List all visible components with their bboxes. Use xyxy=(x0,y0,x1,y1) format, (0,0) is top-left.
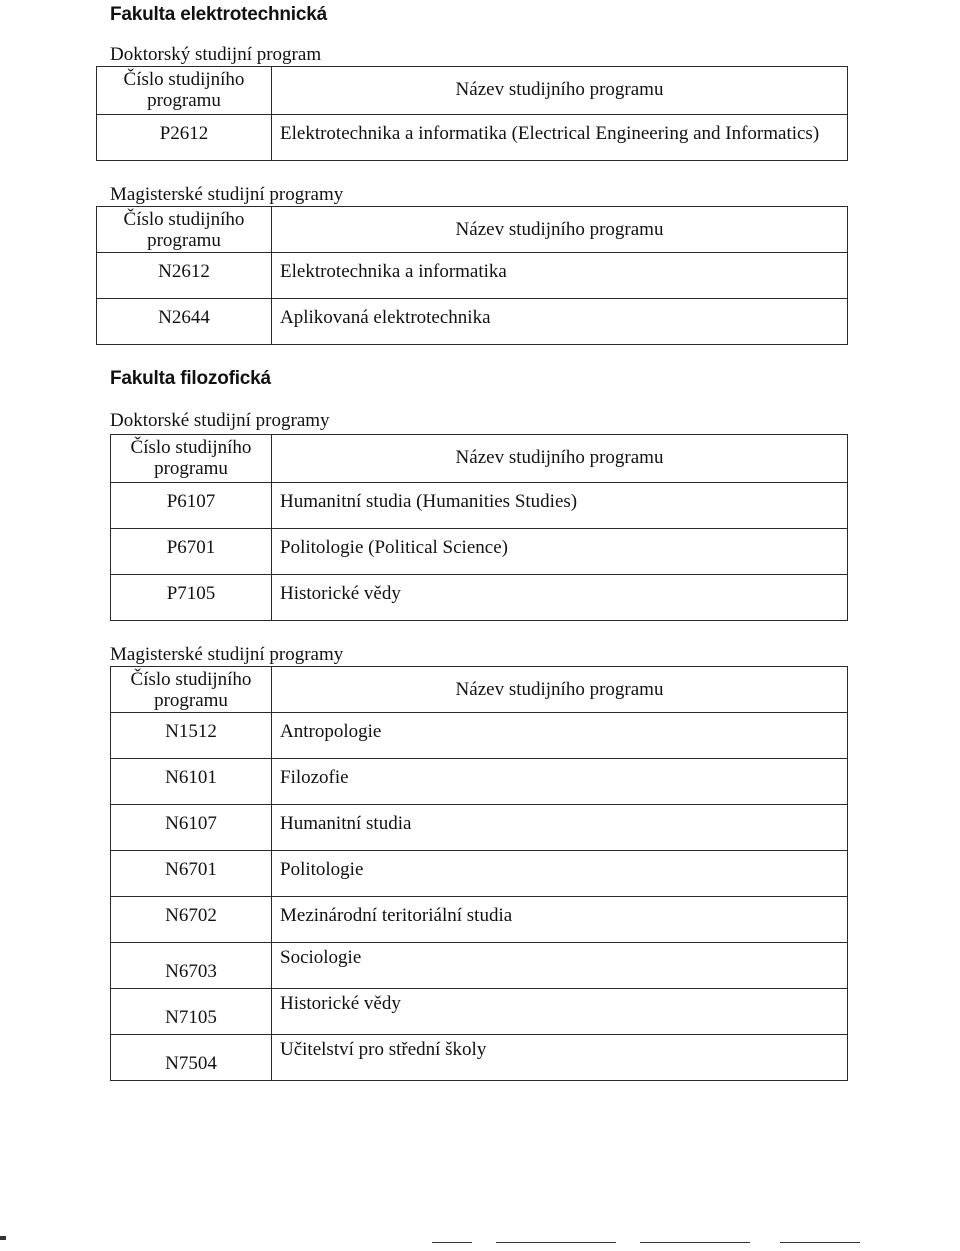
header-name-cell xyxy=(272,67,848,115)
section-title: Magisterské studijní programy xyxy=(110,184,344,205)
header-name: Název studijního programu xyxy=(455,447,664,468)
program-code: N7105 xyxy=(111,989,272,1035)
section-title: Doktorské studijní programy xyxy=(110,410,330,431)
header-name-cell xyxy=(272,435,848,483)
program-name: Elektrotechnika a informatika (Electrical Engineering and Informatics) xyxy=(272,115,848,161)
program-table xyxy=(96,206,848,345)
header-name: Název studijního programu xyxy=(455,679,664,700)
header-name-cell xyxy=(272,667,848,713)
program-name: Humanitní studia (Humanities Studies) xyxy=(272,483,848,529)
header-code-cell xyxy=(111,667,272,713)
program-name: Aplikovaná elektrotechnika xyxy=(272,299,848,345)
scan-mark xyxy=(496,1242,616,1243)
program-code: P7105 xyxy=(111,575,272,621)
header-code-cell xyxy=(111,435,272,483)
program-code: N2612 xyxy=(97,253,272,299)
faculty-title: Fakulta elektrotechnická xyxy=(110,4,327,25)
program-name: Historické vědy xyxy=(272,575,848,621)
scan-mark xyxy=(0,1236,6,1240)
program-name: Učitelství pro střední školy xyxy=(272,1035,848,1081)
program-table xyxy=(110,666,848,1081)
program-code: N6703 xyxy=(111,943,272,989)
header-code-cell xyxy=(97,67,272,115)
header-code: Číslo studijního programu xyxy=(130,437,252,479)
header-name-cell xyxy=(272,207,848,253)
scan-mark xyxy=(432,1242,472,1243)
header-code: Číslo studijního programu xyxy=(123,209,245,251)
program-code: N6702 xyxy=(111,897,272,943)
program-code: N2644 xyxy=(97,299,272,345)
program-code: N6101 xyxy=(111,759,272,805)
program-name: Antropologie xyxy=(272,713,848,759)
program-name: Politologie (Political Science) xyxy=(272,529,848,575)
program-table xyxy=(96,66,848,161)
program-name: Politologie xyxy=(272,851,848,897)
header-code: Číslo studijního programu xyxy=(123,69,245,111)
program-name: Historické vědy xyxy=(272,989,848,1035)
program-name: Mezinárodní teritoriální studia xyxy=(272,897,848,943)
program-code: N6107 xyxy=(111,805,272,851)
program-code: P6701 xyxy=(111,529,272,575)
faculty-title: Fakulta filozofická xyxy=(110,368,271,389)
program-table xyxy=(110,434,848,621)
program-code: P6107 xyxy=(111,483,272,529)
program-code: N7504 xyxy=(111,1035,272,1081)
header-code: Číslo studijního programu xyxy=(130,669,252,711)
program-code: N1512 xyxy=(111,713,272,759)
section-title: Doktorský studijní program xyxy=(110,44,322,65)
header-name: Název studijního programu xyxy=(455,219,664,240)
header-code-cell xyxy=(97,207,272,253)
program-name: Filozofie xyxy=(272,759,848,805)
program-name: Humanitní studia xyxy=(272,805,848,851)
program-code: P2612 xyxy=(97,115,272,161)
program-code: N6701 xyxy=(111,851,272,897)
program-name: Elektrotechnika a informatika xyxy=(272,253,848,299)
scan-mark xyxy=(640,1242,750,1243)
program-name: Sociologie xyxy=(272,943,848,989)
header-name: Název studijního programu xyxy=(455,79,664,100)
section-title: Magisterské studijní programy xyxy=(110,644,344,665)
scan-mark xyxy=(780,1242,860,1243)
